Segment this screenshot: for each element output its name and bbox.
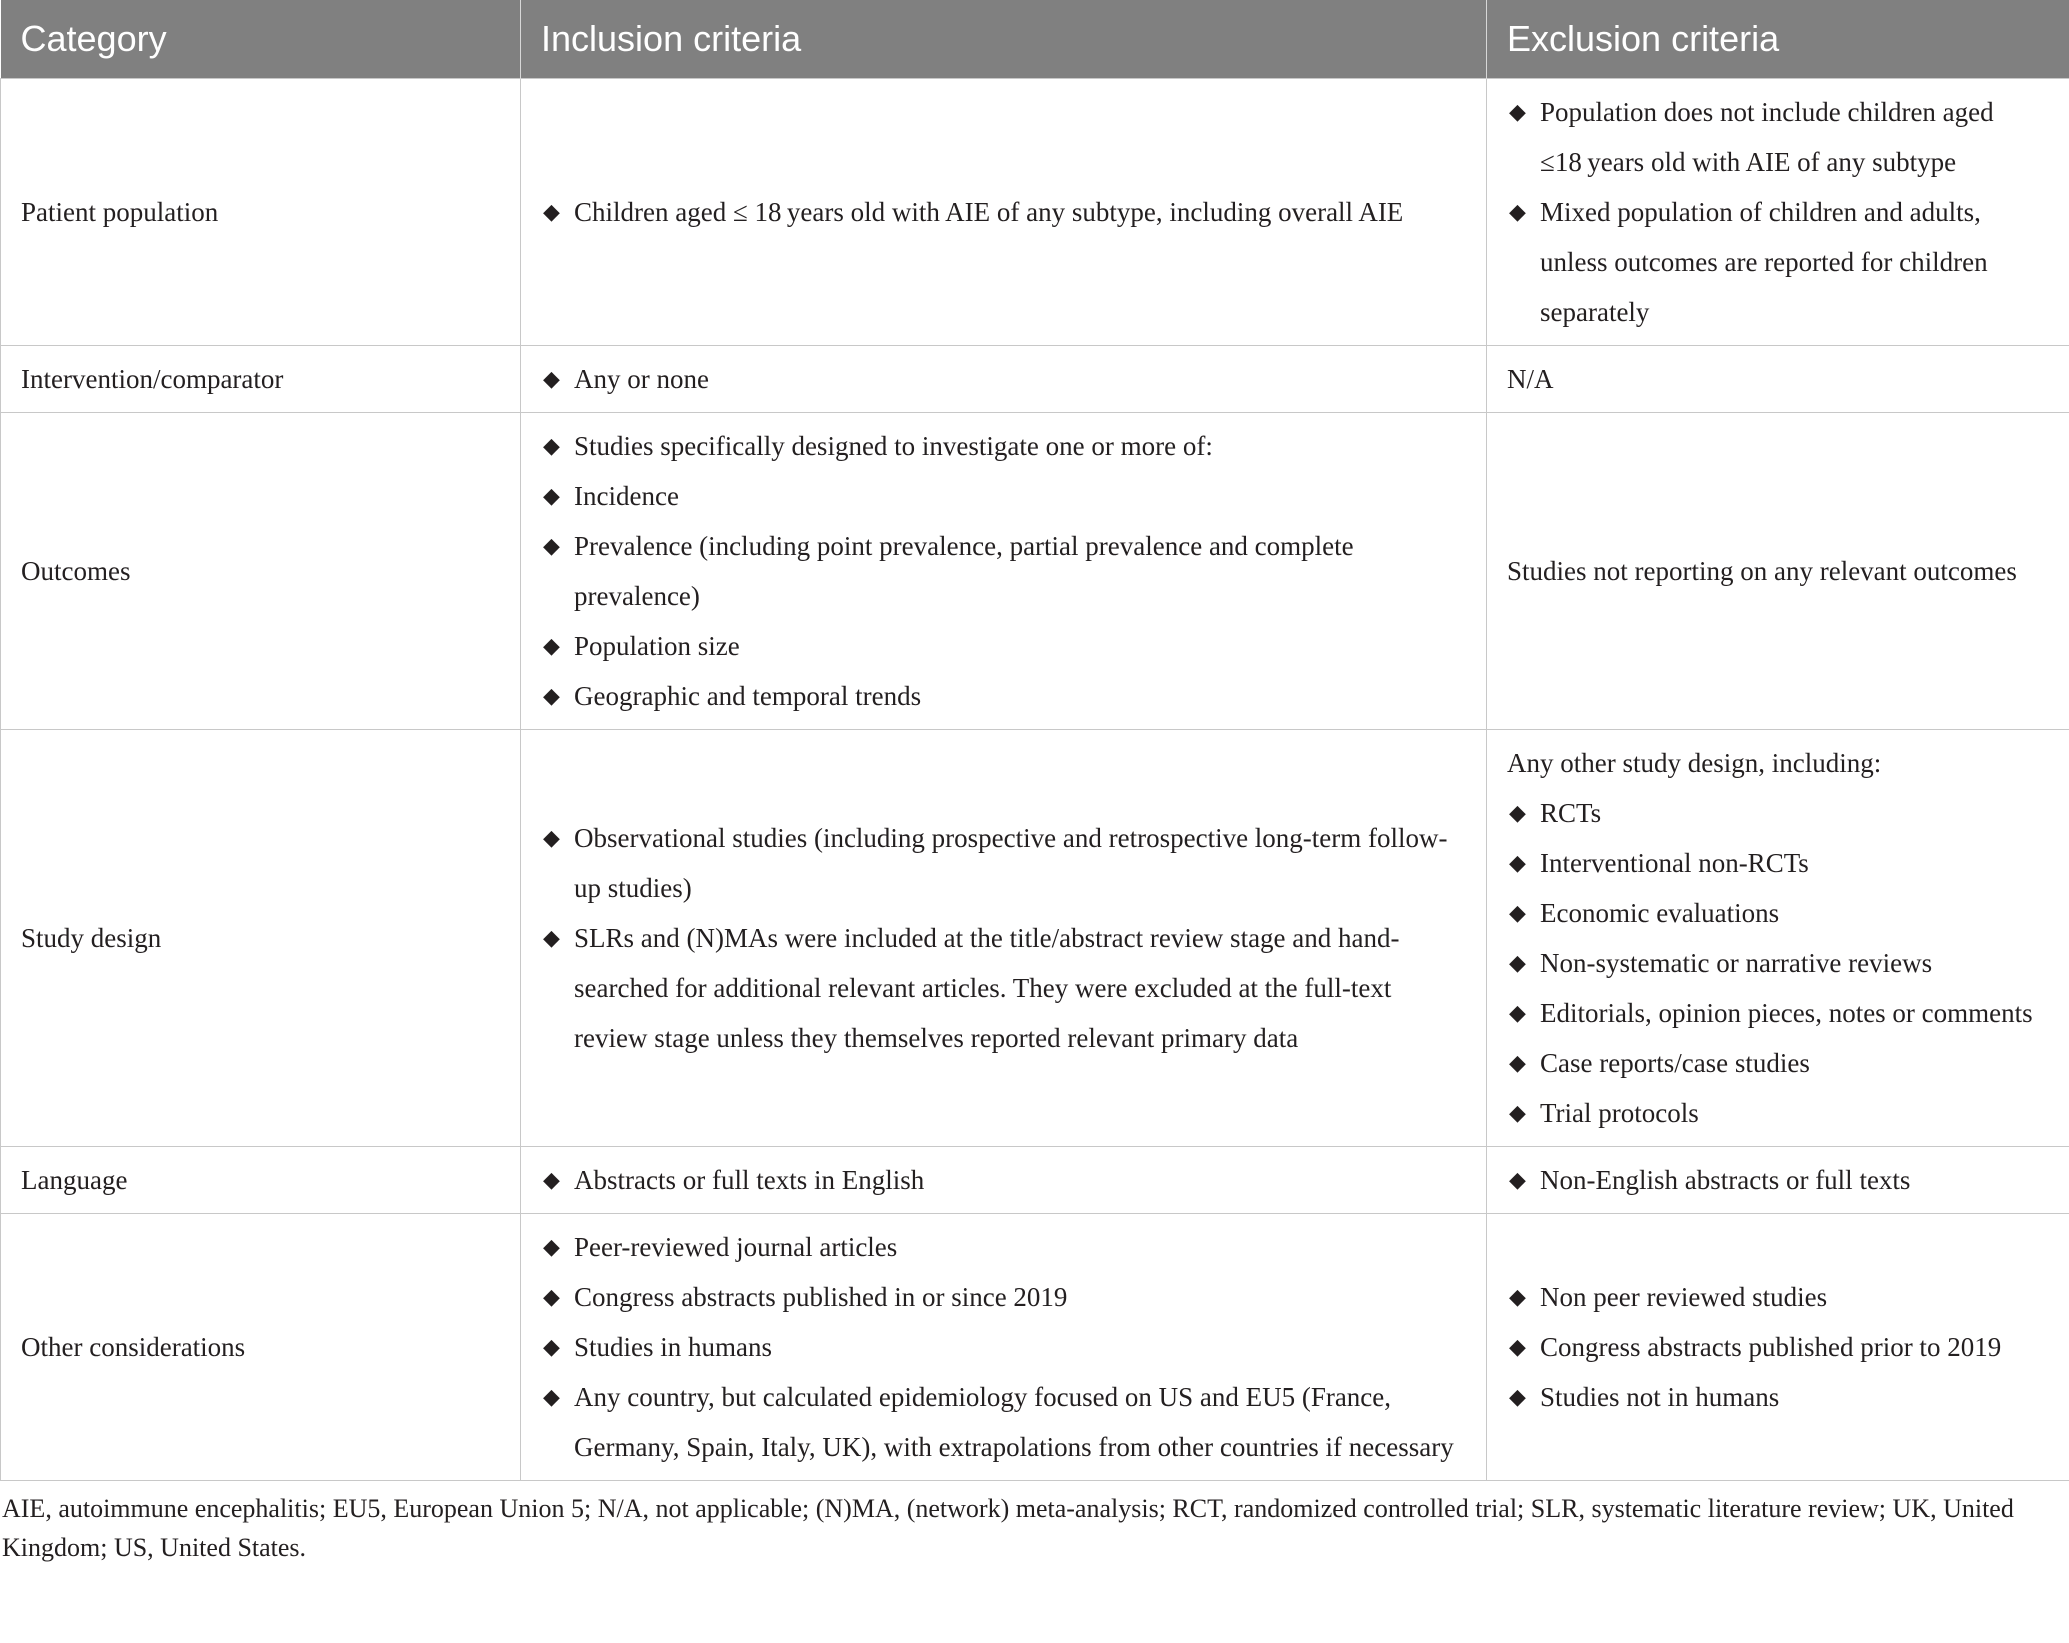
diamond-bullet-icon: ◆ bbox=[1509, 199, 1526, 224]
inclusion-criteria-cell bbox=[521, 413, 1487, 730]
diamond-bullet-icon: ◆ bbox=[1509, 1334, 1526, 1359]
diamond-bullet-icon: ◆ bbox=[543, 1384, 560, 1409]
list-item bbox=[1507, 988, 2049, 1038]
exclusion-bullet-list bbox=[1507, 1155, 2049, 1205]
table-body bbox=[1, 79, 2069, 1481]
diamond-bullet-icon: ◆ bbox=[543, 925, 560, 950]
bullet-text: Case reports/case studies bbox=[1540, 1048, 1810, 1078]
bullet-text: Studies in humans bbox=[574, 1332, 773, 1362]
bullet-text: Mixed population of children and adults, unless outcomes are reported for children separately bbox=[1540, 197, 1988, 327]
bullet-text: Editorials, opinion pieces, notes or comments bbox=[1540, 998, 2033, 1028]
diamond-bullet-icon: ◆ bbox=[1509, 1100, 1526, 1125]
list-item bbox=[541, 913, 1466, 1063]
diamond-bullet-icon: ◆ bbox=[1509, 950, 1526, 975]
exclusion-criteria-cell bbox=[1487, 79, 2069, 346]
diamond-bullet-icon: ◆ bbox=[1509, 1000, 1526, 1025]
bullet-text: Prevalence (including point prevalence, partial prevalence and complete prevalence) bbox=[574, 531, 1354, 611]
bullet-text: Non-English abstracts or full texts bbox=[1540, 1165, 1911, 1195]
bullet-text: Trial protocols bbox=[1540, 1098, 1699, 1128]
bullet-text: Population size bbox=[574, 631, 740, 661]
inclusion-bullet-list bbox=[541, 813, 1466, 1063]
bullet-text: Peer-reviewed journal articles bbox=[574, 1232, 898, 1262]
inclusion-bullet-list bbox=[541, 354, 1466, 404]
table-row bbox=[1, 413, 2069, 730]
list-item bbox=[541, 187, 1466, 237]
diamond-bullet-icon: ◆ bbox=[1509, 1384, 1526, 1409]
category-cell: Patient population bbox=[1, 79, 521, 346]
table-row bbox=[1, 79, 2069, 346]
diamond-bullet-icon: ◆ bbox=[543, 1234, 560, 1259]
bullet-text: SLRs and (N)MAs were included at the title/abstract review stage and hand-searched for additional relevant articles. They were excluded at the full-text review stage unless they themselves reported relevant primary data bbox=[574, 923, 1400, 1053]
diamond-bullet-icon: ◆ bbox=[543, 1334, 560, 1359]
bullet-text: Abstracts or full texts in English bbox=[574, 1165, 925, 1195]
diamond-bullet-icon: ◆ bbox=[1509, 1284, 1526, 1309]
diamond-bullet-icon: ◆ bbox=[543, 433, 560, 458]
exclusion-criteria-cell bbox=[1487, 1147, 2069, 1214]
table-row bbox=[1, 1214, 2069, 1481]
diamond-bullet-icon: ◆ bbox=[1509, 1050, 1526, 1075]
bullet-text: Population does not include children aged ≤18 years old with AIE of any subtype bbox=[1540, 97, 1994, 177]
list-item bbox=[1507, 1322, 2049, 1372]
table-row bbox=[1, 1147, 2069, 1214]
inclusion-criteria-cell bbox=[521, 1214, 1487, 1481]
table-row bbox=[1, 346, 2069, 413]
diamond-bullet-icon: ◆ bbox=[543, 1167, 560, 1192]
bullet-text: Non peer reviewed studies bbox=[1540, 1282, 1828, 1312]
exclusion-intro-text: N/A bbox=[1507, 364, 1554, 394]
diamond-bullet-icon: ◆ bbox=[543, 533, 560, 558]
exclusion-intro-text: Studies not reporting on any relevant outcomes bbox=[1507, 556, 2017, 586]
diamond-bullet-icon: ◆ bbox=[543, 683, 560, 708]
exclusion-bullet-list bbox=[1507, 1272, 2049, 1422]
list-item bbox=[541, 1372, 1466, 1472]
bullet-text: Studies specifically designed to investigate one or more of: bbox=[574, 431, 1213, 461]
header-category: Category bbox=[1, 0, 521, 79]
list-item bbox=[1507, 1272, 2049, 1322]
list-item bbox=[1507, 87, 2049, 187]
exclusion-intro-text: Any other study design, including: bbox=[1507, 748, 1882, 778]
diamond-bullet-icon: ◆ bbox=[1509, 900, 1526, 925]
list-item bbox=[541, 521, 1466, 621]
bullet-text: Children aged ≤ 18 years old with AIE of any subtype, including overall AIE bbox=[574, 197, 1404, 227]
list-item bbox=[541, 471, 1466, 521]
list-item bbox=[541, 1272, 1466, 1322]
inclusion-bullet-list bbox=[541, 1222, 1466, 1472]
bullet-text: Non-systematic or narrative reviews bbox=[1540, 948, 1933, 978]
exclusion-criteria-cell bbox=[1487, 346, 2069, 413]
table-row bbox=[1, 730, 2069, 1147]
inclusion-bullet-list bbox=[541, 187, 1466, 237]
category-cell: Intervention/comparator bbox=[1, 346, 521, 413]
bullet-text: Congress abstracts published in or since 2019 bbox=[574, 1282, 1068, 1312]
exclusion-criteria-cell bbox=[1487, 730, 2069, 1147]
diamond-bullet-icon: ◆ bbox=[543, 1284, 560, 1309]
exclusion-criteria-cell bbox=[1487, 413, 2069, 730]
list-item bbox=[1507, 187, 2049, 337]
list-item bbox=[1507, 1038, 2049, 1088]
bullet-text: Incidence bbox=[574, 481, 679, 511]
list-item bbox=[541, 1222, 1466, 1272]
bullet-text: Any or none bbox=[574, 364, 709, 394]
category-cell: Language bbox=[1, 1147, 521, 1214]
bullet-text: Interventional non-RCTs bbox=[1540, 848, 1809, 878]
category-cell: Other considerations bbox=[1, 1214, 521, 1481]
list-item bbox=[541, 671, 1466, 721]
list-item bbox=[1507, 1372, 2049, 1422]
inclusion-criteria-cell bbox=[521, 1147, 1487, 1214]
inclusion-criteria-cell bbox=[521, 79, 1487, 346]
bullet-text: Any country, but calculated epidemiology focused on US and EU5 (France, Germany, Spain, Italy, UK), with extrapolations from other countries if necessary bbox=[574, 1382, 1454, 1462]
diamond-bullet-icon: ◆ bbox=[543, 633, 560, 658]
list-item bbox=[1507, 838, 2049, 888]
exclusion-bullet-list bbox=[1507, 788, 2049, 1138]
inclusion-bullet-list bbox=[541, 1155, 1466, 1205]
bullet-text: Geographic and temporal trends bbox=[574, 681, 922, 711]
exclusion-bullet-list bbox=[1507, 87, 2049, 337]
bullet-text: Studies not in humans bbox=[1540, 1382, 1780, 1412]
diamond-bullet-icon: ◆ bbox=[1509, 99, 1526, 124]
list-item bbox=[1507, 888, 2049, 938]
list-item bbox=[541, 421, 1466, 471]
bullet-text: Economic evaluations bbox=[1540, 898, 1780, 928]
category-cell: Study design bbox=[1, 730, 521, 1147]
header-inclusion-criteria: Inclusion criteria bbox=[521, 0, 1487, 79]
diamond-bullet-icon: ◆ bbox=[1509, 1167, 1526, 1192]
bullet-text: Congress abstracts published prior to 2019 bbox=[1540, 1332, 2002, 1362]
list-item bbox=[1507, 1088, 2049, 1138]
list-item bbox=[541, 621, 1466, 671]
list-item bbox=[1507, 788, 2049, 838]
diamond-bullet-icon: ◆ bbox=[543, 366, 560, 391]
bullet-text: RCTs bbox=[1540, 798, 1602, 828]
header-exclusion-criteria: Exclusion criteria bbox=[1487, 0, 2069, 79]
table-header-row bbox=[1, 0, 2069, 79]
list-item bbox=[541, 1155, 1466, 1205]
table-footnote: AIE, autoimmune encephalitis; EU5, European Union 5; N/A, not applicable; (N)MA, (network) meta-analysis; RCT, randomized controlled trial; SLR, systematic literature review; UK, United Kingdom; US, United States. bbox=[2, 1494, 2014, 1562]
diamond-bullet-icon: ◆ bbox=[543, 199, 560, 224]
inclusion-criteria-cell bbox=[521, 346, 1487, 413]
diamond-bullet-icon: ◆ bbox=[543, 825, 560, 850]
list-item bbox=[541, 813, 1466, 913]
exclusion-criteria-cell bbox=[1487, 1214, 2069, 1481]
category-cell: Outcomes bbox=[1, 413, 521, 730]
inclusion-criteria-cell bbox=[521, 730, 1487, 1147]
diamond-bullet-icon: ◆ bbox=[1509, 850, 1526, 875]
list-item bbox=[1507, 938, 2049, 988]
inclusion-bullet-list bbox=[541, 421, 1466, 721]
diamond-bullet-icon: ◆ bbox=[1509, 800, 1526, 825]
list-item bbox=[1507, 1155, 2049, 1205]
list-item bbox=[541, 1322, 1466, 1372]
diamond-bullet-icon: ◆ bbox=[543, 483, 560, 508]
bullet-text: Observational studies (including prospective and retrospective long-term follow-up studies) bbox=[574, 823, 1448, 903]
list-item bbox=[541, 354, 1466, 404]
